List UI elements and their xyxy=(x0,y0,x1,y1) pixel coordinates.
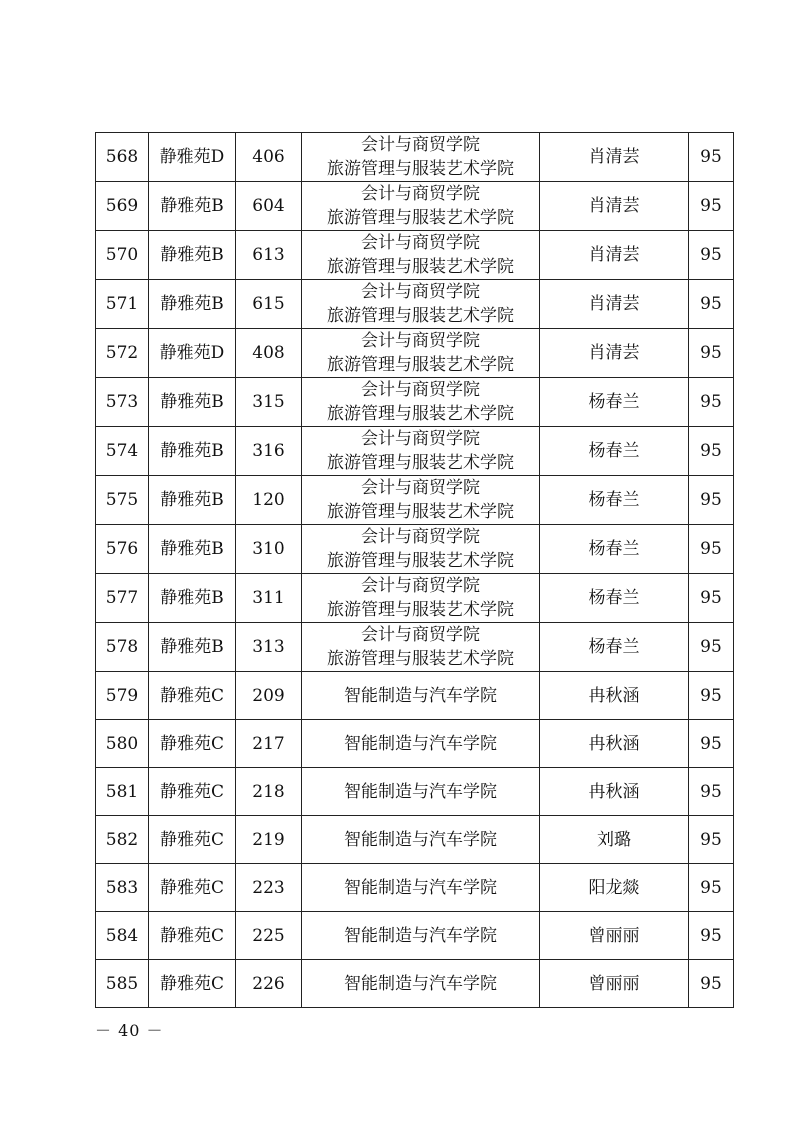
row-number-cell: 572 xyxy=(96,329,149,378)
person-cell: 杨春兰 xyxy=(540,574,689,623)
room-cell: 408 xyxy=(236,329,302,378)
college-name: 会计与商贸学院 xyxy=(361,478,480,498)
building-cell: 静雅苑D xyxy=(149,329,236,378)
building-cell: 静雅苑B xyxy=(149,280,236,329)
college-name: 旅游管理与服装艺术学院 xyxy=(327,600,514,620)
college-name: 会计与商贸学院 xyxy=(361,429,480,449)
room-cell: 313 xyxy=(236,623,302,672)
room-cell: 406 xyxy=(236,133,302,182)
row-number-cell: 582 xyxy=(96,816,149,864)
row-number-cell: 584 xyxy=(96,912,149,960)
person-cell: 杨春兰 xyxy=(540,427,689,476)
college-cell xyxy=(302,280,540,329)
building-cell: 静雅苑C xyxy=(149,960,236,1008)
score-cell: 95 xyxy=(689,960,734,1008)
building-cell: 静雅苑C xyxy=(149,672,236,720)
table-row xyxy=(96,768,734,816)
college-cell xyxy=(302,960,540,1008)
table-row xyxy=(96,912,734,960)
room-cell: 120 xyxy=(236,476,302,525)
score-cell: 95 xyxy=(689,525,734,574)
table-row xyxy=(96,720,734,768)
room-cell: 223 xyxy=(236,864,302,912)
college-name: 智能制造与汽车学院 xyxy=(344,781,497,802)
college-name: 旅游管理与服装艺术学院 xyxy=(327,649,514,669)
college-name: 旅游管理与服装艺术学院 xyxy=(327,502,514,522)
score-cell: 95 xyxy=(689,427,734,476)
person-cell: 杨春兰 xyxy=(540,525,689,574)
college-cell xyxy=(302,623,540,672)
person-cell: 冉秋涵 xyxy=(540,720,689,768)
college-name: 智能制造与汽车学院 xyxy=(344,973,497,994)
building-cell: 静雅苑C xyxy=(149,864,236,912)
college-cell xyxy=(302,864,540,912)
row-number-cell: 571 xyxy=(96,280,149,329)
score-cell: 95 xyxy=(689,133,734,182)
college-cell xyxy=(302,525,540,574)
building-cell: 静雅苑C xyxy=(149,912,236,960)
row-number-cell: 580 xyxy=(96,720,149,768)
score-cell: 95 xyxy=(689,182,734,231)
table-row xyxy=(96,427,734,476)
room-cell: 209 xyxy=(236,672,302,720)
person-cell: 阳龙燚 xyxy=(540,864,689,912)
score-cell: 95 xyxy=(689,574,734,623)
person-cell: 肖清芸 xyxy=(540,329,689,378)
college-name: 会计与商贸学院 xyxy=(361,282,480,302)
college-name: 智能制造与汽车学院 xyxy=(344,925,497,946)
room-cell: 310 xyxy=(236,525,302,574)
college-name: 会计与商贸学院 xyxy=(361,135,480,155)
row-number-cell: 573 xyxy=(96,378,149,427)
college-cell xyxy=(302,816,540,864)
college-name: 会计与商贸学院 xyxy=(361,331,480,351)
building-cell: 静雅苑B xyxy=(149,476,236,525)
college-cell xyxy=(302,768,540,816)
table-row xyxy=(96,864,734,912)
room-cell: 613 xyxy=(236,231,302,280)
person-cell: 肖清芸 xyxy=(540,231,689,280)
room-cell: 604 xyxy=(236,182,302,231)
college-cell xyxy=(302,720,540,768)
person-cell: 肖清芸 xyxy=(540,133,689,182)
row-number-cell: 578 xyxy=(96,623,149,672)
table-row xyxy=(96,672,734,720)
row-number-cell: 570 xyxy=(96,231,149,280)
row-number-cell: 574 xyxy=(96,427,149,476)
table-row xyxy=(96,280,734,329)
person-cell: 冉秋涵 xyxy=(540,768,689,816)
table-row xyxy=(96,816,734,864)
college-cell xyxy=(302,329,540,378)
row-number-cell: 576 xyxy=(96,525,149,574)
college-name: 智能制造与汽车学院 xyxy=(344,877,497,898)
college-name: 旅游管理与服装艺术学院 xyxy=(327,404,514,424)
table-row xyxy=(96,623,734,672)
score-cell: 95 xyxy=(689,768,734,816)
room-cell: 615 xyxy=(236,280,302,329)
row-number-cell: 568 xyxy=(96,133,149,182)
college-name: 会计与商贸学院 xyxy=(361,380,480,400)
row-number-cell: 577 xyxy=(96,574,149,623)
table-row xyxy=(96,574,734,623)
table-row xyxy=(96,182,734,231)
room-cell: 217 xyxy=(236,720,302,768)
row-number-cell: 585 xyxy=(96,960,149,1008)
building-cell: 静雅苑B xyxy=(149,525,236,574)
college-name: 旅游管理与服装艺术学院 xyxy=(327,159,514,179)
college-name: 旅游管理与服装艺术学院 xyxy=(327,355,514,375)
college-name: 会计与商贸学院 xyxy=(361,184,480,204)
person-cell: 曾丽丽 xyxy=(540,960,689,1008)
row-number-cell: 581 xyxy=(96,768,149,816)
building-cell: 静雅苑C xyxy=(149,720,236,768)
person-cell: 杨春兰 xyxy=(540,476,689,525)
table-body xyxy=(96,133,734,1008)
dormitory-score-table xyxy=(95,132,734,1008)
score-cell: 95 xyxy=(689,672,734,720)
score-cell: 95 xyxy=(689,912,734,960)
building-cell: 静雅苑B xyxy=(149,427,236,476)
building-cell: 静雅苑D xyxy=(149,133,236,182)
page-number: － 40 － xyxy=(95,1021,164,1040)
college-name: 会计与商贸学院 xyxy=(361,625,480,645)
college-name: 智能制造与汽车学院 xyxy=(344,685,497,706)
table-row xyxy=(96,231,734,280)
row-number-cell: 569 xyxy=(96,182,149,231)
college-cell xyxy=(302,182,540,231)
college-cell xyxy=(302,427,540,476)
score-cell: 95 xyxy=(689,864,734,912)
college-name: 旅游管理与服装艺术学院 xyxy=(327,551,514,571)
person-cell: 曾丽丽 xyxy=(540,912,689,960)
building-cell: 静雅苑B xyxy=(149,623,236,672)
person-cell: 冉秋涵 xyxy=(540,672,689,720)
college-name: 会计与商贸学院 xyxy=(361,527,480,547)
row-number-cell: 575 xyxy=(96,476,149,525)
table-row xyxy=(96,476,734,525)
room-cell: 311 xyxy=(236,574,302,623)
college-name: 智能制造与汽车学院 xyxy=(344,733,497,754)
score-cell: 95 xyxy=(689,816,734,864)
table-row xyxy=(96,378,734,427)
person-cell: 杨春兰 xyxy=(540,623,689,672)
score-cell: 95 xyxy=(689,329,734,378)
person-cell: 肖清芸 xyxy=(540,182,689,231)
building-cell: 静雅苑B xyxy=(149,378,236,427)
building-cell: 静雅苑B xyxy=(149,182,236,231)
row-number-cell: 583 xyxy=(96,864,149,912)
row-number-cell: 579 xyxy=(96,672,149,720)
room-cell: 226 xyxy=(236,960,302,1008)
score-cell: 95 xyxy=(689,280,734,329)
room-cell: 316 xyxy=(236,427,302,476)
college-name: 旅游管理与服装艺术学院 xyxy=(327,208,514,228)
table-row xyxy=(96,525,734,574)
room-cell: 219 xyxy=(236,816,302,864)
score-cell: 95 xyxy=(689,623,734,672)
college-cell xyxy=(302,476,540,525)
table-row xyxy=(96,329,734,378)
building-cell: 静雅苑C xyxy=(149,816,236,864)
table-row xyxy=(96,960,734,1008)
college-name: 智能制造与汽车学院 xyxy=(344,829,497,850)
college-cell xyxy=(302,378,540,427)
college-cell xyxy=(302,231,540,280)
building-cell: 静雅苑B xyxy=(149,574,236,623)
room-cell: 218 xyxy=(236,768,302,816)
college-name: 旅游管理与服装艺术学院 xyxy=(327,306,514,326)
score-cell: 95 xyxy=(689,378,734,427)
person-cell: 刘璐 xyxy=(540,816,689,864)
person-cell: 杨春兰 xyxy=(540,378,689,427)
college-cell xyxy=(302,912,540,960)
college-cell xyxy=(302,133,540,182)
score-cell: 95 xyxy=(689,720,734,768)
building-cell: 静雅苑B xyxy=(149,231,236,280)
room-cell: 315 xyxy=(236,378,302,427)
college-name: 旅游管理与服装艺术学院 xyxy=(327,257,514,277)
college-name: 旅游管理与服装艺术学院 xyxy=(327,453,514,473)
score-cell: 95 xyxy=(689,476,734,525)
person-cell: 肖清芸 xyxy=(540,280,689,329)
college-cell xyxy=(302,574,540,623)
college-name: 会计与商贸学院 xyxy=(361,233,480,253)
college-cell xyxy=(302,672,540,720)
building-cell: 静雅苑C xyxy=(149,768,236,816)
score-cell: 95 xyxy=(689,231,734,280)
table-row xyxy=(96,133,734,182)
college-name: 会计与商贸学院 xyxy=(361,576,480,596)
room-cell: 225 xyxy=(236,912,302,960)
